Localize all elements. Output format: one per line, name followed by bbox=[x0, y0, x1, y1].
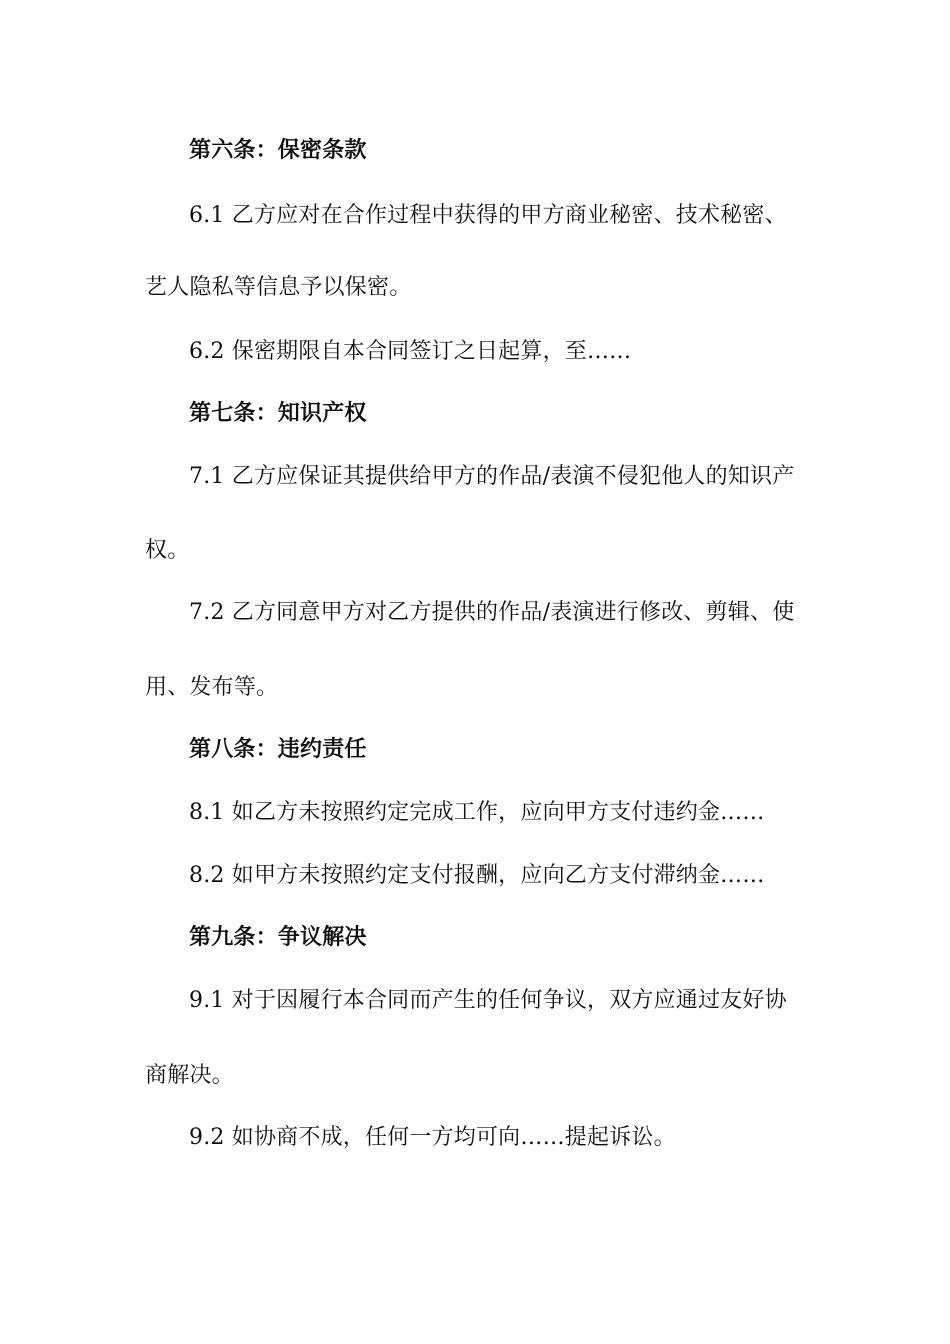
section-6-heading: 第六条：保密条款 bbox=[189, 138, 367, 163]
clause-8-2: 8.2 如甲方未按照约定支付报酬，应向乙方支付滞纳金…… bbox=[189, 863, 765, 888]
clause-9-1-line-2: 商解决。 bbox=[145, 1063, 234, 1088]
clause-7-1-line-2: 权。 bbox=[145, 538, 190, 563]
clause-7-2-line-1: 7.2 乙方同意甲方对乙方提供的作品/表演进行修改、剪辑、使 bbox=[189, 600, 795, 625]
section-9-heading: 第九条：争议解决 bbox=[189, 925, 367, 950]
section-8-heading: 第八条：违约责任 bbox=[189, 737, 367, 762]
clause-8-1: 8.1 如乙方未按照约定完成工作，应向甲方支付违约金…… bbox=[189, 800, 765, 825]
clause-9-1-line-1: 9.1 对于因履行本合同而产生的任何争议，双方应通过友好协 bbox=[189, 988, 787, 1013]
clause-7-2-line-2: 用、发布等。 bbox=[145, 675, 279, 700]
clause-6-2: 6.2 保密期限自本合同签订之日起算，至…… bbox=[189, 339, 632, 364]
clause-7-1-line-1: 7.1 乙方应保证其提供给甲方的作品/表演不侵犯他人的知识产 bbox=[189, 464, 795, 489]
clause-6-1-line-1: 6.1 乙方应对在合作过程中获得的甲方商业秘密、技术秘密、 bbox=[189, 203, 787, 228]
clause-9-2: 9.2 如协商不成，任何一方均可向……提起诉讼。 bbox=[189, 1125, 676, 1150]
section-7-heading: 第七条：知识产权 bbox=[189, 401, 367, 426]
clause-6-1-line-2: 艺人隐私等信息予以保密。 bbox=[145, 275, 412, 300]
